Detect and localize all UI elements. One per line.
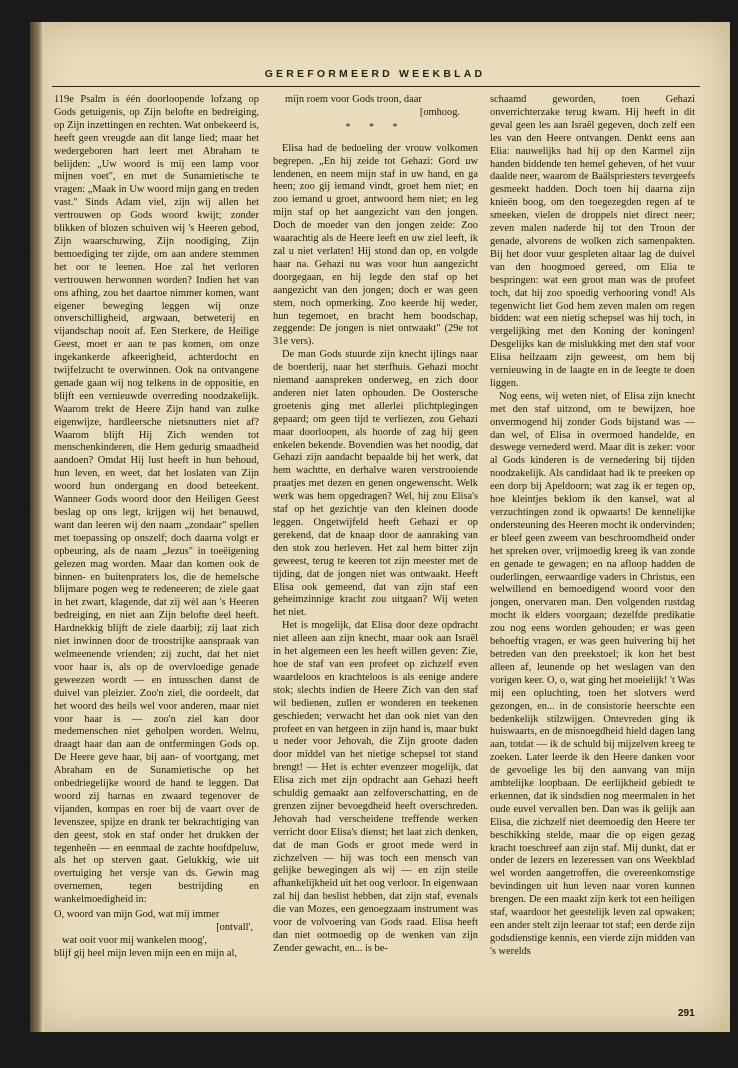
- verse-line: wat ooit voor mij wankelen moog',: [62, 934, 208, 946]
- page-number: 291: [678, 1008, 695, 1019]
- column-3-paragraph: Nog eens, wij weten niet, of Elisa zijn knecht met den staf uitzond, om te bewijzen, hoe onvermogend hij zonder Gods bijstand was — dan wel, of Elisa in overmoed handelde, en deswege vernederd werd. Maar dit is zeker: voor al Gods kinderen is de vernedering bij tijden noodzakelijk. Als candidaat had ik te preeken op een dorp bij Apeldoorn; wat zag ik er tegen op, hoe kleintjes beklom ik den kansel, wat al verzuchtingen zond ik opwaarts! De kennelijke ondersteuning des Heeren mocht ik ondervinden; er bleef geen zweem van beschroomdheid onder het spreken over, vrijmoedig kreeg ik van zonde en genade te gewagen; en na afloop hadden de ouderlingen, eerwaardige vaders in Christus, een welwillend en bemoedigend woord voor den jongen, onervaren man. Den volgenden rustdag mocht ik elders voorgaan; dezelfde predikatie zou nog eens worden gehouden; er was geen behoeftig vragen, er was geen huivering bij het betreden van den preekstoel; ik kon het best alleen af, leunende op het weslagen van den vorigen keer. O, o, wat ging het moeielijk! 't Was mij een opluchting, toen het slotvers werd gezongen, en... in de consistorie heerschte een bedenkelijk stilzwijgen. Ontevreden ging ik huiswaarts, en de misnoegdheid hield dagen lang aan, totdat — ik de schuld bij mijzelven kreeg te zoeken. Later leerde ik den Heere danken voor de gevoelige les bij den aanvang van mijn ambtelijke loopbaan. De eerlijkheid gebiedt te erkennen, dat ik sindsdien nog meermalen in het oude euvel vervallen ben. Dan was ik gelijk aan Elisa, die zichzelf niet deemoedig den Heere ter beschikking stelde, maar die op eigen gezag kracht toeschreef aan zijn staf. Mij dunkt, dat er onder de lezers en lezeressen van ons Weekblad wel worden aangetroffen, die overeenkomstige bevindingen uit hun leven naar voren kunnen brengen. De een maakt zijn kerk tot een heiligen staf, waardoor het geestelijk leven zal opwaken; een ander stelt zijn leeraar tot staf; een derde zijn godsdienstige kennis, een vierde zijn midden van 's werelds: [490, 390, 695, 957]
- column-2-paragraph: Het is mogelijk, dat Elisa door deze opdracht niet alleen aan zijn knecht, maar ook aan Israël in het algemeen een les heeft willen geven: Zie, hoe de staf van een profeet op zichzelf even waardeloos en krachteloos is als eenige andere stok; slechts indien de Heere Zich van den staf wil bedienen, zullen er wonderen en teekenen geschieden; verwacht het dan ook niet van den profeet en van hetgeen in zijn hand is, maar bukt u neder voor Jehovah, die Zijn groote daden door middel van het nietige schepsel tot stand brengt! — Het is echter evenzeer mogelijk, dat Elisa zich met zijn opdracht aan Gehazi heeft schuldig gemaakt aan zelfoverschatting, en de grenzen zijner bevoegdheid heeft overschreden. Jehovah had verscheidene treffende werken verricht door Elisa's dienst; het laat zich denken, dat de man Gods er groot mede werd in zichzelven — hij was toch een mensch van gelijke bewegingen als wij — en zijn steile afhankelijkheid uit het oog verloor. In eigenwaan zal hij dan beslist hebben, dat zijn staf, evenals die van Mozes, een genoegzaam instrument was voor de volvoering van Gods raad. Elisa heeft dan niet ootmoedig op de wenken van zijn Zender gewacht, en... is be-: [273, 620, 478, 954]
- header-rule: [52, 86, 700, 87]
- column-2-paragraph: De man Gods stuurde zijn knecht ijlings naar de boerderij, naar het sterfhuis. Gehazi mocht niemand aanspreken onderweg, en zich door anderen niet laten ophouden. De Oostersche groetenis ging met allerlei plichtplegingen gepaard; om geen tijd te verliezen, zou Gehazi maar doorloopen, als hoorde of zag hij geen enkelen bekende. Bovendien was het noodig, dat Gehazi zijn aandacht bepaalde bij het werk, dat hem wachtte, en derhalve waren verstrooiende praatjes met dezen en genen ongewenscht. Welk werk was hem opgedragen? Wel, hij zou Elisa's staf op het gezichtje van den kleinen doode leggen. Ongetwijfeld heeft Gehazi er op gerekend, dat de knaap door de aanraking van den stok zou herleven. Het zal hem bitter zijn geweest, terug te keeren tot zijn meester met de tijding, dat de jongen niet was ontwaakt. Heeft Elisa ook gemeend, dat van zijn staf een geheimzinnige kracht zou uitgaan? Wij weten het niet.: [273, 349, 478, 619]
- running-header: GEREFORMEERD WEEKBLAD: [264, 68, 486, 80]
- column-2-paragraph: Elisa had de bedoeling der vrouw volkomen begrepen. „En hij zeide tot Gehazi: Gord uw lendenen, en neem mijn staf in uw hand, en ga heen; zoo gij iemand vindt, groet hem niet; en zoo iemand u groet, antwoord hem niet; en leg mijn staf op het aangezicht van den jongen. Doch de moeder van den jongen zeide: Zoo waarachtig als de Heere leeft en uw ziel leeft, ik zal u niet verlaten! Hij stond dan op, en volgde haar na. Gehazi nu was voor hun aangezicht doorgegaan, en hij legde den staf op het aangezicht van den jongen; doch er was geen stem, noch opmerking. Zoo keerde hij weder, hun tegemoet, en bracht hem boodschap, zeggende: De jongen is niet ontwaakt" (29e tot 31e vers).: [273, 142, 478, 348]
- binding-shadow: [30, 22, 44, 1032]
- poem-verse-continued: [273, 94, 478, 120]
- column-1-paragraph: 119e Psalm is één doorloopende lofzang op Gods getuigenis, op Zijn belofte en bedreiging, op Zijn inzettingen en rechten. Wat onbekeerd is, heeft geen vreugde aan dit lange lied; maar het wedergeboren hart leert met Abraham te belijden: „Uw woord is mij een lamp voor mijnen voet", en met de Sunamietische te vragen: „Maak in Uw woord mijn gang en treden vast." Sinds Adam viel, zijn wij allen het vertrouwen op Gods woord kwijt; zonder blikken of blozen schuiven wij 's Heeren gebod, Zijn waarschuwing, Zijn noodiging, Zijn bemoediging ter zijde, om aan andere stemmen het oor te leenen. Hoe zal het verloren vertrouwen herwonnen worden? Indien het van ons afhing, zou het daartoe nimmer komen, want eigener beweging leggen wij onze onverschilligheid, argwaan, betweterij en vijandschap nooit af. Een Sterkere, de Heilige Geest, moet er aan te pas komen, om onze ingekankerde afkeerigheid, achterdocht en twijfelzucht te overwinnen. Ook na ontvangene genade gaan wij nog telkens in de oppositie, en blijft een vernieuwde overreding noodzakelijk. Waarom trekt de Heere Zijn hand van zulke eigenwijze, hardleersche nietsnutters niet af? Waarom blijft Hij Zich wenden tot menschenkinderen, die Hem gedurig smaadheid aandoen? Omdat Hij lust heeft in hun behoud, hun leven, en weet, dat het loslaten van Zijn woord hun ondergang en dood beteekent. Wanneer Gods woord door den Heiligen Geest beslag op ons legt, krijgen wij het benauwd, want dan leeren wij den naam „zondaar" spellen met toepassing op onszelf; doch daarna volgt er opbeuring, als de naam „Jezus" in toeëigening gelezen mag worden. Maar dan komen ook de binnen- en buitenpraters los, die de hemelsche blijmare pogen weg te redeneeren; de ziele gaat in het zwart, klagende, dat zij wèl aan 's Heeren bedreiging, en niet aan Zijn belofte deel heeft. Hardnekkig blijft de ziele daarbij; zij laat zich niet inwinnen door de troostrijke aanspraak van welmeenende vrienden; zij zucht, dat het niet voor haar is, als op de overvloedige genade geweezen wordt — en intusschen danst de duivel van pleizier. Zoo'n ziel, die oordeelt, dat het woord des heils wel voor anderen, maar niet voor haar is — zoo'n ziel kan door medemenschen niet geholpen worden. Welnu, draagt haar dan aan de ontfermingen Gods op. De Heere geve haar, bij aan- of voortgang, met Abraham en de Sunamietische op het onbedriegelijke woord de hand te leggen. Dat woord zij harnas en zwaard tegenover de vijanden, kompas en roer bij de vaart over de levenszee, spijze en drank ter bekrachtiging van den geest, stok en staf onder het drukken der tegenheên — en eenmaal de zachte hoofdpeluw, als het op sterven gaat. Gelukkig, wie uit overtuiging het versje van ds. Gewin mag overnemen, tegen bestrijding en wankelmoedigheid in:: [54, 94, 259, 906]
- section-divider-stars: * * *: [345, 121, 406, 133]
- verse-line: [omhoog.: [419, 106, 460, 118]
- verse-line: blijf gij heel mijn leven mijn een en mijn al,: [54, 947, 237, 959]
- column-2: [273, 94, 478, 1034]
- column-3: [490, 94, 695, 1004]
- poem-verse: [54, 909, 259, 961]
- verse-line: [ontvall',: [216, 922, 253, 933]
- column-1: [54, 94, 259, 1034]
- verse-line: mijn roem voor Gods troon, daar: [285, 94, 422, 105]
- column-3-paragraph: schaamd geworden, toen Gehazi onverrichterzake terug kwam. Hij heeft in dit geval geen les aan Israël gegeven, doch zelf een les van den Heere ontvangen. Denkt eens aan Elia: nauwelijks had hij op den Karmel zijn handen biddende ten hemel geheven, of het vuur daalde neer, waarom de Baälspriesters tevergeefs gesmeekt hadden. Doch toen hij daarna zijn knieën boog, om den toegezegden regen af te smeeken, vielen de droppels niet direct neer; zeven malen naderde hij tot den Troon der genade, alvorens de wolken zich samenpakten. Bij het door vuur gespleten altaar lag de duivel van den hoogmoed gereed, om Elia te bespringen: wat een groot man was de profeet toch, dat hij zoo spoedig verhooring vond! Als tegenwicht liet God hem zeven malen om regen bidden: wat een nietig schepsel was hij toch, in vergelijking met den Koning der koningen! Desgelijks kan de mislukking met den staf voor Elisa heilzaam zijn geweest, om hem bij vernieuwing in de laagte en in de leegte te doen liggen.: [490, 94, 695, 389]
- verse-line: O, woord van mijn God, wat mij immer: [54, 909, 220, 921]
